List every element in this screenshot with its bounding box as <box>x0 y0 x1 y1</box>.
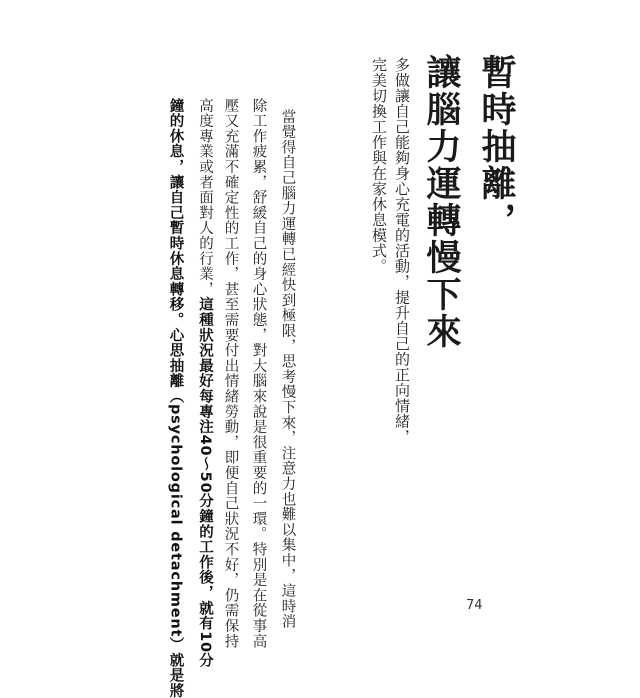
body-line-1: 當覺得自己腦力運轉已經快到極限，思考慢下來，注意力也難以集中，這時消 <box>279 109 296 630</box>
body-line-4 <box>196 98 214 668</box>
subtitle-line-1: 多做讓自己能夠身心充電的活動，提升自己的正向情緒， <box>393 57 411 445</box>
body-line-2: 除工作疲累，舒緩自己的身心狀態，對大腦來說是很重要的一環。特別是在從事高 <box>250 98 267 649</box>
body-line-3: 壓又充滿不確定性的工作，甚至需要付出情緒勞動，即便自己狀況不好，仍需保持 <box>222 98 239 649</box>
body-line-4-normal: 高度專業或者面對人的行業， <box>197 98 213 297</box>
subtitle-line-2: 完美切換工作與在家休息模式。 <box>370 57 388 274</box>
title-line-2: 讓腦力運轉慢下來 <box>421 54 462 350</box>
page-number: 74 <box>466 598 483 613</box>
title-line-1: 暫時抽離， <box>476 54 517 239</box>
body-line-4-bold: 這種狀況最好每專注40～50分鐘的工作後，就有10分 <box>197 296 213 669</box>
body-line-5: 鐘的休息，讓自己暫時休息轉移。心思抽離（psychological detachment）就是將 <box>167 98 184 698</box>
